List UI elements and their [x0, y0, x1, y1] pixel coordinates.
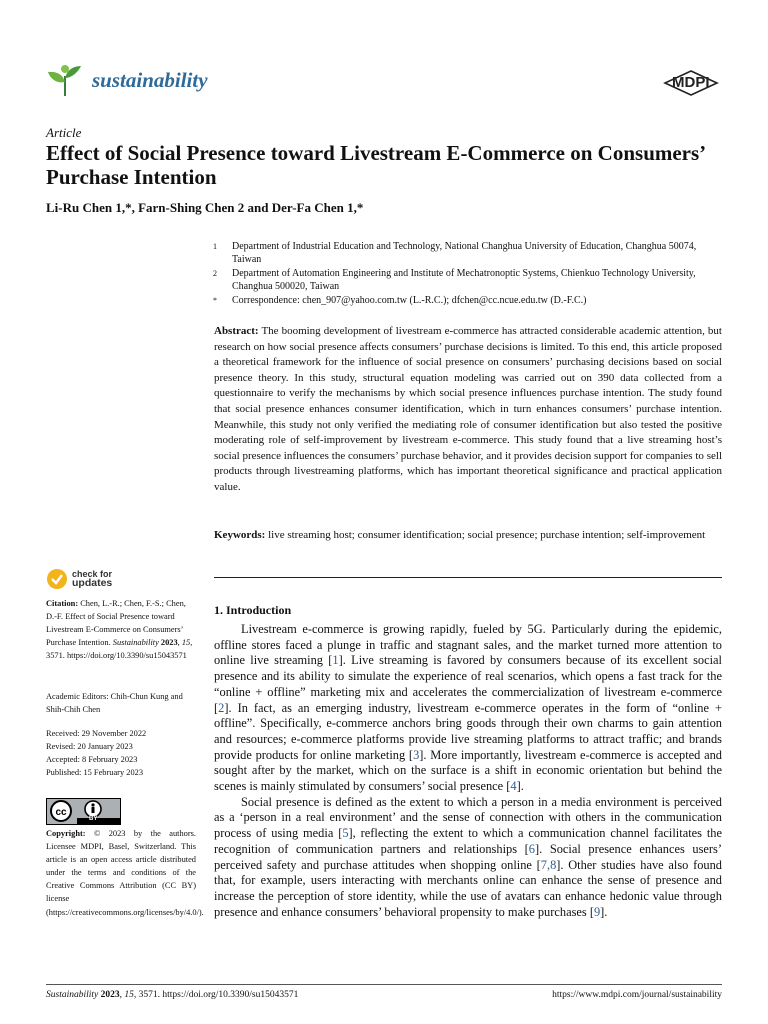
keywords-label: Keywords: [214, 529, 266, 541]
check-updates-line2: updates [72, 577, 113, 589]
keywords [214, 528, 722, 544]
paragraph-text: ], reflecting the extent to which a communication channel facilitates the recognition of communication partners and relationships [ [214, 826, 722, 856]
creative-commons-icon [47, 799, 120, 824]
paragraph-text: ]. Other studies have also found that, for example, users interacting with merchants online can enhance the sense of presence and increase the perception of store identity, while the use of avatars can enhance hedonic value through presence and enhance consumers’ behavioral propensity to make purchases [ [214, 857, 722, 919]
footer-year: 2023 [100, 990, 120, 1000]
abstract [214, 324, 722, 496]
intro-paragraph-2 [214, 795, 722, 921]
article-title: Effect of Social Presence toward Livestream E-Commerce on Consumers’ Purchase Intention [46, 141, 705, 189]
editors-names: Chih-Chun Kung and Shih-Chih Chen [46, 692, 183, 715]
copyright [46, 827, 204, 919]
footer-journal-url[interactable]: https://www.mdpi.com/journal/sustainability [552, 990, 722, 1000]
citation-year: 2023 [160, 638, 178, 648]
citation-doi[interactable]: , 3571. https://doi.org/10.3390/su15043571 [46, 638, 193, 661]
paragraph-text: Livestream e-commerce is growing rapidly, fueled by 5G. Particularly during the epidemic, offline stores faced a plunge in traffic and stagnant sales, and the market turned more attention to online live streaming [ [214, 622, 722, 668]
date-revised: Revised: 20 January 2023 [46, 742, 133, 752]
citation-link[interactable]: 6 [528, 841, 535, 856]
paragraph-text: Social presence is defined as the extent to which a person in a media environment is perceived as a ‘person in a real environment’ and the sense of connection with others in the communication process of using media [ [214, 794, 722, 841]
academic-editors [46, 690, 196, 716]
author-list: Li-Ru Chen 1,*, Farn-Shing Chen 2 and Der-Fa Chen 1,* [46, 200, 364, 215]
editors-label: Academic Editors: [46, 692, 109, 701]
date-received: Received: 29 November 2022 [46, 729, 147, 738]
paragraph-text: ]. Live streaming is favored by consumers because of its excellent social presence and its ability to simulate the experience of real scenarios, which opens a fast track for the “online + offline” marketing mix and accelerates the commercialization of livestream e-commerce [ [214, 653, 722, 715]
affiliation-mark: * [213, 296, 217, 305]
cc-by-license-badge[interactable] [46, 798, 121, 825]
citation-link[interactable]: 7,8 [540, 857, 557, 872]
date-accepted: Accepted: 8 February 2023 [46, 755, 138, 765]
footer-divider [46, 984, 722, 985]
citation-link[interactable]: 9 [593, 904, 601, 919]
affiliation-1 [213, 240, 723, 266]
article-type: Article [46, 125, 82, 140]
abstract-label: Abstract: [214, 325, 259, 337]
paragraph-text: ]. [600, 904, 608, 919]
citation-text: Chen, L.-R.; Chen, F.-S.; Chen, D.-F. Effect of Social Presence toward Livestream E-Commerce on Consumers’ Purchase Intention. [46, 599, 186, 648]
abstract-text: The booming development of livestream e-commerce has attracted considerable academic attention, but research on how social presence affects consumers’ purchase decisions is limited. To this end, this article proposed a theoretical framework for the influence of social presence on consumers’ purchasing decisions based on social presence theory. In this study, structural equation modeling was carried out on 390 data collected from a questionnaire to verify the mechanisms by which social presence influences purchase intention. The study found that social presence enhances consumer identification, which in turn enhances consumers’ purchase intention. Meanwhile, this study not only verified the mediating role of consumer identification but also tested the positive moderating role of self-improvement by livestream e-commerce. This study found that a live streaming host’s social presence influences the consumers’ purchase behavior, and it provides decision support for companies to sell products through livestreaming platforms, which has important theoretical significance and practical application value. [214, 325, 722, 493]
correspondence [213, 294, 723, 307]
copyright-text: © 2023 by the authors. Licensee MDPI, Basel, Switzerland. This article is an open access article distributed under the terms and conditions of the Creative Commons Attribution (CC BY) license (https://creativecommons.org/licenses/by/4.0/). [46, 829, 204, 917]
paragraph-text: ]. Social presence enhances users’ perceived safety and purchase attitudes when shopping online [ [214, 841, 722, 872]
citation-link[interactable]: 2 [218, 700, 225, 715]
affiliation-2 [213, 267, 723, 293]
section-heading: 1. Introduction [214, 603, 292, 617]
date-published: Published: 15 February 2023 [46, 768, 144, 778]
footer-doi[interactable]: , 3571. https://doi.org/10.3390/su15043571 [133, 990, 299, 1000]
affiliation-mark: 1 [213, 242, 217, 251]
paragraph-text: ]. [516, 779, 524, 794]
cc-badge-text: BY [89, 816, 98, 822]
publisher-logo [662, 70, 720, 96]
citation-label: Citation: [46, 599, 79, 608]
affiliation-text: Department of Automation Engineering and Institute of Mechatronoptic Systems, Chienkuo Technology University, Changhua 500020, Taiwan [232, 268, 696, 292]
check-updates-line1: check for [72, 569, 113, 579]
keywords-text: live streaming host; consumer identification; social presence; purchase intention; self-improvement [268, 529, 706, 541]
citation-volume: 15 [181, 638, 191, 648]
leaf-logo-icon [46, 62, 84, 98]
intro-paragraph-1 [214, 622, 722, 795]
svg-text:cc: cc [55, 807, 67, 818]
journal-name: sustainability [92, 67, 208, 92]
check-updates-icon [46, 568, 68, 590]
publisher-name: MDPI [672, 74, 710, 91]
copyright-label: Copyright: [46, 829, 86, 838]
footer-volume: 15 [124, 990, 134, 1000]
paragraph-text: ]. In fact, as an emerging industry, livestream e-commerce operates in the form of “online + offline”. Specifically, e-commerce anchors bring goods through their own charms to gain attention and resources; e-commerce platforms provide live streaming platforms to attract traffic; and brands provide products for online marketing [ [214, 700, 722, 762]
journal-header [46, 62, 208, 98]
citation-link[interactable]: 4 [510, 779, 517, 794]
divider [214, 577, 722, 578]
affiliation-text: Correspondence: chen_907@yahoo.com.tw (L.-R.C.); dfchen@cc.ncue.edu.tw (D.-F.C.) [232, 295, 587, 306]
citation-journal: Sustainability [112, 638, 159, 648]
intro-body [214, 622, 722, 920]
citation: Citation: Chen, L.-R.; Chen, F.-S.; Chen, D.-F. Effect of Social Presence toward Livestream E-Commerce on Consumers’ Purchase Intention. Sustainability 2023, 15, 3571. https://doi.org/10.3390/su15043571 [46, 599, 193, 661]
affiliation-text: Department of Industrial Education and Technology, National Changhua University of Education, Changhua 50074, Taiwan [232, 241, 697, 265]
citation-link[interactable]: 1 [332, 653, 339, 668]
check-for-updates-button[interactable] [46, 568, 112, 590]
footer-citation: Sustainability 2023, 15, 3571. https://doi.org/10.3390/su15043571 [46, 990, 299, 1000]
paragraph-text: ]. More importantly, livestream e-commerce is accepted and sought after by the market, which on the surface is a shift in economic orientation but behind the scenes is mainly stimulated by consumers’ social presence [ [214, 747, 722, 794]
citation-link[interactable]: 3 [413, 747, 420, 762]
affiliation-mark: 2 [213, 269, 217, 278]
citation-link[interactable]: 5 [342, 826, 349, 841]
dates [46, 727, 196, 779]
footer-journal: Sustainability [46, 990, 99, 1000]
